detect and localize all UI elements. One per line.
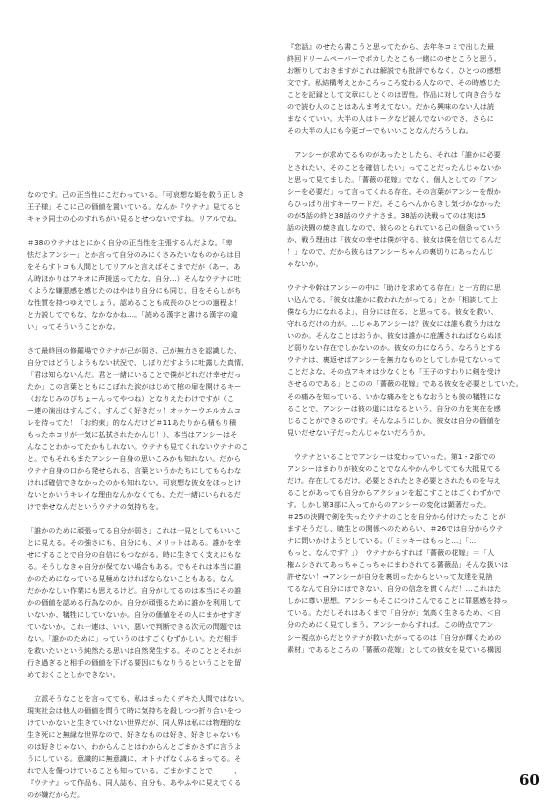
text-line: らひっぱり出すキーワードだ。そこらへんからきし気づかなかった [287,198,502,208]
text-line: 見いだせない子だったんじゃないだろうか。 [287,427,430,437]
text-line: 僕なら力になれるよ」、自分には在る、と思ってる。彼女を救い、 [287,307,498,317]
text-line: （おなじみのぴちょーんってやつね）となりえたわけですが（こ [27,394,235,403]
text-line: ることで、アンシーは彼の道にはなるという、自分の力を実在を感 [287,403,501,413]
text-line: とされたい、そのことを確信したい」ってことだったんじゃないか [287,162,502,172]
text-line: ー連の演出はすんごく、すんごく好きだッ！オッケーウエルカムコ [27,406,241,415]
text-line: を救いたいという純然たる思いは自然発生する。そのこととそれが [27,646,242,655]
text-line: させるのである」とこのの「薔薇の花嫁」である彼女を必要としていた。 [287,379,523,389]
text-line: ウテナは、裏返せばアンシーを無力なものとしてしか見てないって [287,355,501,365]
text-line: うにしている。意識的に無意識に、オトナげなくふるまってる。そ [27,754,242,763]
text-line: だかかなしい作業にも思えるけど。自分がしてるのは本当にその誰 [27,586,242,595]
text-line: じることができるのです。そんなふうにしか、彼女は自分の価値を [287,415,501,425]
text-line: かの価値を認める行為なのか。自分が頑張るために誰かを利用して [27,598,242,607]
text-line: いないか、犠牲にしていないか。自分の価値をその人にまかせすぎ [27,610,242,619]
text-line: 「君は知らないんだ。君と一緒にいることで僕がどれだけ幸せだっ [27,370,242,379]
text-line: 『恋話』のせたら書こうと思ってたから、去年冬コミで出した最 [287,42,495,51]
text-line: いのか。そんなことはおうか、彼女は誰かに庇護されねばならぬほ [287,331,502,341]
paragraph-gap [27,225,270,237]
text-line: だけ。存在してるだけ。必要とされたとき必要とされたものを与え [287,475,501,485]
text-line: 生き死にと無縁な世界なので、好きなものは好き、好きじゃないも [27,730,241,739]
text-line: 文です。私結構考えとかころっころ変わる人なので、その時感じた [287,78,501,88]
text-line: す。しかし第3部に入ってからのアンシーの変化は顕著だった。 [287,499,491,509]
text-line: ん時ほかりはアキオに声援送ってたな、自分…）そんなウテナに吐 [27,274,242,283]
text-line: ゃないか。 [287,258,323,268]
text-line: ない。「誰かのために」っていうのはすごくむずかしい。ただ相手 [27,634,238,643]
text-line: しかに尊い思想。アンシーもそこにつけこんでることに罪悪感を持っ [287,596,508,606]
text-line: アンシーはまわりが彼女のことでなんやかんやしてても大抵見てる [287,463,501,473]
paragraph-gap [27,333,270,345]
text-line: れで人を傷つけていることも知っている。ごまかすことで 、 [27,766,242,775]
text-line: ことを記録として文章にしとくのは習性。作品に対して向き合うな [287,90,502,100]
text-line: アンシーが求めてるものがあったとしたら、それは「誰かに必要 [287,150,501,160]
text-line: のは好きじゃない、わからんことはわからんとごまかさずに言うよ [27,742,242,751]
text-line: 素材」であるところの「薔薇の花嫁」としての彼女を見ている構図 [287,644,502,654]
text-line: 自分ではどうしようもない状況で、しぼりだすように吐露した真情、 [27,358,249,367]
paragraph-gap [27,681,270,693]
text-line: その痛みを知っている、いかな痛みをともなおうとも彼の犠牲にな [287,391,502,401]
text-line: かのためになっている見極めなければならないこともある。なん [27,574,235,583]
text-line: ることがあっても自分からアクションを起こすことはごくわずかで [287,487,501,497]
text-line: ので読む人のことはあんま考えてない。だから興味のない人は読 [287,102,495,112]
text-line: 分のためにく見てしまう。アンシーからすれば。この時点でアン [287,620,494,630]
paragraph-gap [287,439,530,451]
text-line: 立派そうなことを言ってても、私はまったくデキた人間ではない。 [27,694,249,703]
text-line: ＃38のウテナはとにかく自分の正当性を主張するんだよな。「卑 [27,238,233,247]
text-line: 王子様」そこに己の価値を置いている。なんか『ウテナ』見てると [27,202,242,211]
text-line: ナに問いかけようとしている。（「ミッキーはもっと…」「… [287,536,477,545]
text-line: のが5話の終と38話のウテナさま。38話の決戦ってのは実は5 [287,210,486,220]
text-line: ！」なので、だから彼らはアンシーちゃんの裏切りにあったんじ [287,246,494,256]
text-line: たか」この言葉とともにこぼれた涙がはじめて棺の扉を開けるキー [27,382,242,391]
text-line: ている。ただしそれはあくまで「自分が」気高く生きるため、＜自 [287,608,502,618]
text-line: てるなんて自分にはできない、自分の信念を貫くんだ！…これはた [287,584,502,594]
text-line: 話の決闘の焼き直しなので、彼らのとられている己の個条っていう [287,222,502,232]
text-line: さて最終回の修羅場でウテナが己が弱さ、己が無力さを認識した、 [27,346,242,355]
text-line: 終回ドリームペーパーでポカしたとこも一緒にのせとこうと思う。 [287,54,501,63]
text-line: ていないか。これ一連は、いい、悪いで判断できる次元の問題では [27,622,242,631]
text-line: けで幸せなんだというウテナの気持ちを。 [27,502,163,511]
text-line: をそらすトコも人間としてリアルと言えばそこまでだが（あー、あ [27,262,241,271]
text-line: ウテナや幹はアンシーの中に「助けを求めてる存在」と一方的に思 [287,283,501,292]
text-line: なのです。己の正当性にこだわっている。「可哀想な姫を救う正しき [27,190,245,199]
text-line: 現実社会は他人の価値を問うて時に気持ちを殺しつつ折り合いをつ [27,706,242,715]
text-line: 行き過ぎると相手の価値を下げる要因にもなりうるということを留 [27,658,242,667]
text-line: ないとかいうキレイな理由なんかなくても、ただ一緒にいられるだ [27,490,241,499]
text-line: もっと、なんです？」） ウテナからすれば「薔薇の花嫁」＝「人 [287,548,495,558]
text-line: まなくていい。大半の人はトークなど読んでないのでさ、さらに [287,114,494,124]
text-line: けていかないと生きていけない世界だが、同人界は私には物理的な [27,718,242,727]
text-line: ウテナ自身の口から発せられる、言葉というかたちにしてもらわな [27,466,242,475]
text-line: もったホコリが一気に払拭されたかんじ！）、本当はアンシーはそ [27,430,238,439]
text-line: い込んでる。「彼女は誰かに救われたがってる」とか「相談して上 [287,295,498,305]
text-line: 怯だよアンシー」とか言って自分のみにくさみたいなものからは目 [27,250,241,259]
text-line: る。そうしなきゃ自分が保てない場合もある。でもそれは本当に誰 [27,562,242,571]
text-line: ど弱りない存在でしかないのか。彼女の力になろう、なろうとする [287,343,502,353]
text-line: 守れるだけの力が。…じゃあアンシーは？彼女には誰も救う力はな [287,319,501,329]
text-line: んなことわかってたかもしれない。ウテナも見てくれないウテナのこ [27,442,249,451]
text-line: と。でもそれもまたアンシー自身の思いこみかも知れない。だから [27,454,241,463]
paragraph-gap [287,270,530,282]
text-line: い」ってそういうことかな。 [27,322,120,331]
text-line: 権ムシされてあっちゃこっちゃにまわされてる薔薇品」そんな扱いは [287,560,509,570]
text-line: シーを必要だ」って言ってくれる存在。その言葉がアンシーを殻か [287,186,501,196]
text-line: か、戦う理由は「彼女の幸せは僕が守る、彼女は僕を信じてるんだ [287,234,502,244]
text-line: ウテナといることでアンシーは変わっていった。第1・2部での [287,451,496,461]
text-line: くような嫌悪感を感じたのはやはり自分にも同じ、目をそらしがち [27,286,242,295]
text-line: 『ウテナ』って作品も、同人誌も、自分も、あやふやに見えてくる [27,778,242,787]
text-line: せにすることで自分の自信にもつながる。時に生きてく支えにもな [27,550,242,559]
text-line: と思って見てました。「薔薇の花嫁」でなく、個人としての「アン [287,174,498,184]
text-line: ますそうだし、暁生との関係へのためらい、＃26では自分からウテ [287,524,504,533]
text-line: のが嫌だからだ。 [27,790,85,799]
paragraph-gap [287,137,530,149]
text-line: 「誰かのために頑張ってる自分が弱さ」これは一見としてもいいこ [27,526,242,535]
page-number: 60 [519,771,540,789]
text-line: と力説してでもな、なかなかね…。「読める漢字と書ける漢字の違 [27,310,238,319]
text-line: とに見える。その強さにも、自分にも、メリットはある。誰かを幸 [27,538,242,547]
text-line: その大半の人にも今更ゴーでもいいことなんだろうしね。 [287,126,473,136]
text-line: お断りしておきますがこれは解説でも批評でもなく、ひとつの感想 [287,66,502,76]
paragraph-gap [27,513,270,525]
text-line: めておくことしかできない。 [27,670,120,679]
text-line: ＃25の決闘で剣を失ったウテナのことを自分から付けたったこ とが [287,512,506,521]
text-line: シー視点からだとウテナが救いたがってるのは「自分が輝くための [287,632,502,642]
text-line: レを待ってた！「お約束」的なんだけど＃11あたりから積もり積 [27,418,237,427]
text-line: 許せない！→アンシーが自分を裏切ったからといって友達を見捨 [287,572,493,582]
text-line: ければ確信できなかったのかも知れない。可哀想な彼女をほっとけ [27,478,242,487]
text-line: な性質を持つゆえでしょう。認めることも成長のひとつの過程よ！ [27,298,242,307]
text-line: キャラ同士の心のすれちがい見るとせつないですね。リアルでね。 [27,214,242,223]
text-line: ことだよな。その点アキオは少なくとも「王子のすわりに剣を受け [287,367,502,377]
